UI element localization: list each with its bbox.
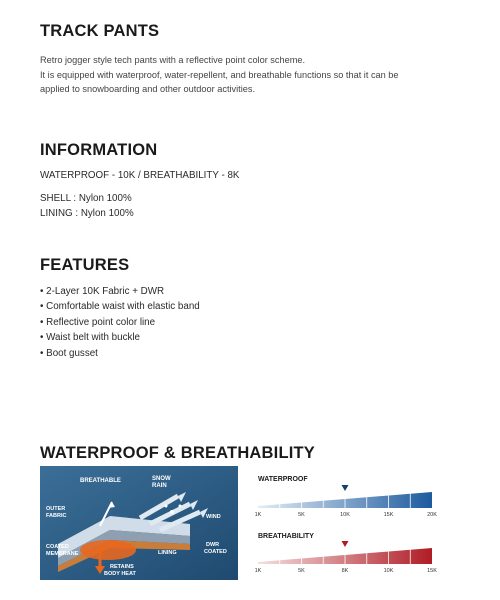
feature-item: • Waist belt with buckle (40, 332, 140, 344)
label-fabric: FABRIC (46, 513, 67, 519)
shell-material: SHELL : Nylon 100% (40, 193, 132, 204)
feature-item: • Comfortable waist with elastic band (40, 301, 200, 313)
label-retains: RETAINS (110, 564, 134, 570)
description-line: It is equipped with waterproof, water-repellent, and breathable functions so that it can be (40, 69, 399, 80)
label-body-heat: BODY HEAT (104, 571, 136, 577)
waterproof-breathability-heading: WATERPROOF & BREATHABILITY (40, 444, 315, 462)
information-heading: INFORMATION (40, 141, 158, 159)
label-lining: LINING (158, 550, 177, 556)
feature-item: • Boot gusset (40, 347, 98, 359)
rating-tick-label: 5K (298, 512, 305, 518)
rating-tick-label: 10K (383, 568, 394, 574)
waterproof-breathability-spec: WATERPROOF - 10K / BREATHABILITY - 8K (40, 170, 240, 181)
label-dwr-coated: COATED (204, 549, 227, 555)
label-outer: OUTER (46, 506, 66, 512)
label-coated: COATED (46, 544, 69, 550)
label-snow: SNOW (152, 476, 171, 482)
breathability-rating (255, 533, 438, 574)
rating-marker-icon (342, 485, 349, 491)
ratings-graphic (252, 466, 442, 580)
rating-marker-icon (342, 541, 349, 547)
waterproof-label: WATERPROOF (258, 476, 308, 483)
lining-material: LINING : Nylon 100% (40, 208, 134, 219)
feature-item: • Reflective point color line (40, 316, 156, 328)
label-dwr: DWR (206, 542, 220, 548)
label-breathable: BREATHABLE (80, 478, 121, 484)
snow-icon (170, 510, 174, 514)
rating-tick-label: 15K (427, 568, 437, 574)
rating-tick-label: 1K (254, 568, 262, 574)
features-heading: FEATURES (40, 256, 130, 274)
waterproof-rating (255, 476, 438, 518)
rating-tick-label: 10K (340, 512, 350, 518)
label-rain: RAIN (152, 483, 167, 489)
rating-tick-label: 15K (383, 512, 394, 518)
features-list (40, 284, 200, 361)
description-line: applied to snowboarding and other outdoor activities. (40, 84, 256, 94)
rating-tick-label: 8K (341, 568, 349, 574)
breathability-label: BREATHABILITY (258, 533, 314, 540)
rating-tick-label: 1K (254, 512, 262, 518)
product-title: TRACK PANTS (40, 22, 160, 40)
fabric-layer-diagram (40, 466, 238, 580)
product-description (40, 53, 480, 97)
description-line: Retro jogger style tech pants with a reflective point color scheme. (40, 55, 306, 65)
label-membrane: MEMBRANE (46, 551, 79, 557)
feature-item: • 2-Layer 10K Fabric + DWR (40, 286, 165, 297)
rating-tick-label: 5K (298, 568, 305, 574)
rating-tick-label: 20K (427, 512, 437, 518)
label-wind: WIND (206, 514, 221, 520)
body-heat-glow (80, 540, 136, 560)
